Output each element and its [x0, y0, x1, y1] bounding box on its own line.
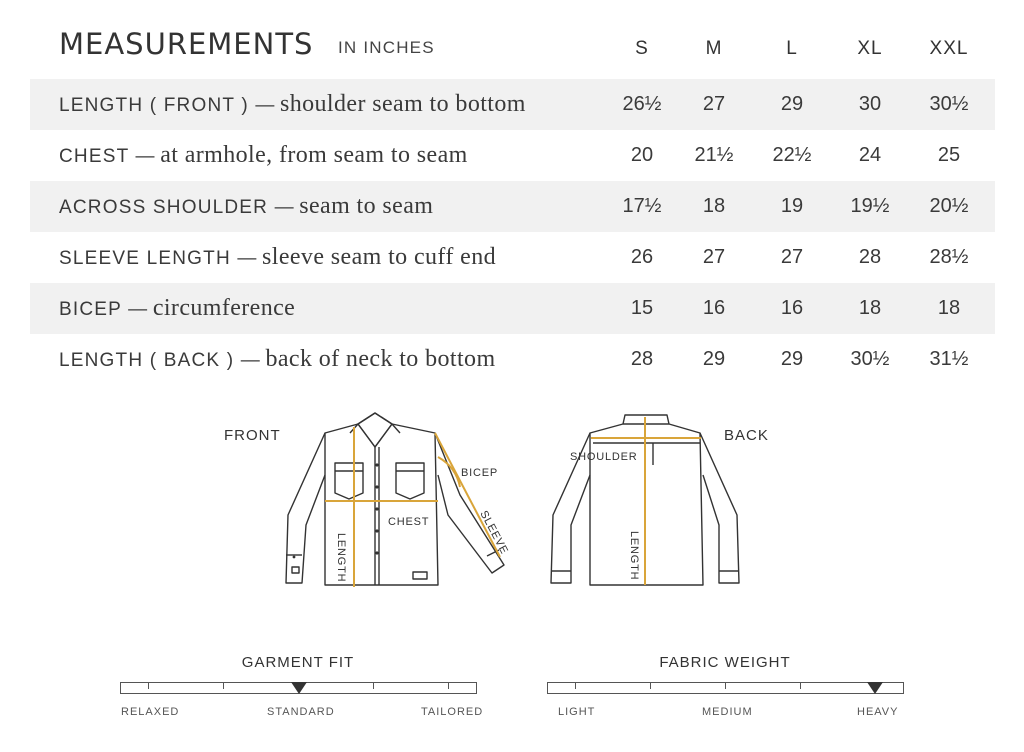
garment-fit-min-label: RELAXED — [121, 706, 180, 718]
table-cell: 25 — [937, 144, 961, 166]
scale-tick — [373, 683, 374, 689]
table-cell: 26 — [630, 246, 654, 268]
row-description: sleeve seam to cuff end — [262, 244, 497, 270]
row-description: circumference — [152, 295, 296, 321]
row-description: seam to seam — [299, 193, 434, 219]
size-header-l: L — [786, 38, 798, 59]
front-left-sleeve — [286, 433, 325, 583]
table-cell: 19 — [780, 195, 804, 217]
scale-tick — [148, 683, 149, 689]
garment-fit-max-label: TAILORED — [421, 706, 484, 718]
table-cell: 18 — [858, 297, 882, 319]
scale-tick — [448, 683, 449, 689]
row-name: CHEST — — [59, 146, 156, 167]
row-label — [59, 142, 468, 169]
back-shirt-diagram — [545, 405, 745, 590]
table-row — [30, 79, 995, 130]
back-length-label: LENGTH — [628, 531, 640, 581]
table-cell: 17½ — [622, 195, 662, 217]
row-label — [59, 295, 295, 322]
sleeve-label: SLEEVE — [477, 508, 511, 557]
scale-tick — [800, 683, 801, 689]
row-label — [59, 244, 496, 271]
table-cell: 26½ — [622, 93, 662, 115]
table-cell: 22½ — [772, 144, 812, 166]
table-cell: 29 — [780, 93, 804, 115]
front-length-label: LENGTH — [335, 533, 347, 583]
page-title: MEASUREMENTS — [59, 27, 314, 61]
scale-tick — [650, 683, 651, 689]
table-row — [30, 232, 995, 283]
table-row — [30, 283, 995, 334]
size-header-xl: XL — [857, 38, 883, 59]
table-cell: 16 — [780, 297, 804, 319]
row-name: BICEP — — [59, 299, 149, 320]
table-cell: 30½ — [929, 93, 969, 115]
garment-fit-marker — [291, 682, 307, 694]
table-cell: 27 — [702, 93, 726, 115]
table-row — [30, 130, 995, 181]
table-cell: 31½ — [929, 348, 969, 370]
front-label: FRONT — [224, 427, 281, 444]
table-cell: 16 — [702, 297, 726, 319]
shoulder-label: SHOULDER — [570, 451, 638, 463]
table-cell: 15 — [630, 297, 654, 319]
fabric-weight-min-label: LIGHT — [558, 706, 596, 718]
measurement-table — [30, 79, 995, 385]
table-cell: 28½ — [929, 246, 969, 268]
table-cell: 28 — [630, 348, 654, 370]
front-left-pocket — [335, 463, 363, 499]
chest-label: CHEST — [388, 516, 430, 528]
table-row — [30, 181, 995, 232]
size-header-xxl: XXL — [929, 38, 969, 59]
fabric-weight-bar — [547, 682, 904, 694]
fabric-weight-max-label: HEAVY — [857, 706, 899, 718]
table-cell: 24 — [858, 144, 882, 166]
table-cell: 21½ — [694, 144, 734, 166]
table-cell: 29 — [780, 348, 804, 370]
table-cell: 27 — [780, 246, 804, 268]
row-name: LENGTH ( FRONT ) — — [59, 95, 276, 116]
table-cell: 28 — [858, 246, 882, 268]
unit-subtitle: IN INCHES — [338, 38, 435, 57]
table-cell: 18 — [702, 195, 726, 217]
bicep-label: BICEP — [461, 467, 499, 479]
table-cell: 19½ — [850, 195, 890, 217]
row-name: LENGTH ( BACK ) — — [59, 350, 261, 371]
row-name: SLEEVE LENGTH — — [59, 248, 258, 269]
scale-tick — [223, 683, 224, 689]
front-shirt-diagram — [280, 405, 520, 590]
garment-fit-title: GARMENT FIT — [241, 654, 355, 671]
table-cell: 30½ — [850, 348, 890, 370]
size-header-s: S — [635, 38, 649, 59]
table-row — [30, 334, 995, 385]
garment-fit-bar — [120, 682, 477, 694]
table-cell: 20½ — [929, 195, 969, 217]
table-cell: 30 — [858, 93, 882, 115]
header — [0, 0, 1024, 78]
row-label — [59, 193, 433, 220]
fabric-weight-marker — [867, 682, 883, 694]
row-name: ACROSS SHOULDER — — [59, 197, 295, 218]
row-description: back of neck to bottom — [265, 346, 496, 372]
size-header-m: M — [705, 38, 723, 59]
table-cell: 18 — [937, 297, 961, 319]
row-description: shoulder seam to bottom — [279, 91, 526, 117]
fabric-weight-mid-label: MEDIUM — [702, 706, 753, 718]
back-right-sleeve — [700, 433, 739, 583]
back-label: BACK — [724, 427, 769, 444]
scale-tick — [725, 683, 726, 689]
back-body-outline — [590, 424, 703, 585]
table-cell: 29 — [702, 348, 726, 370]
front-right-pocket — [396, 463, 424, 499]
row-label — [59, 346, 496, 373]
scale-tick — [575, 683, 576, 689]
fabric-weight-title: FABRIC WEIGHT — [659, 654, 791, 671]
garment-fit-mid-label: STANDARD — [267, 706, 335, 718]
table-cell: 27 — [702, 246, 726, 268]
row-description: at armhole, from seam to seam — [160, 142, 468, 168]
row-label — [59, 91, 526, 118]
shirt-diagrams — [0, 395, 1024, 605]
table-cell: 20 — [630, 144, 654, 166]
